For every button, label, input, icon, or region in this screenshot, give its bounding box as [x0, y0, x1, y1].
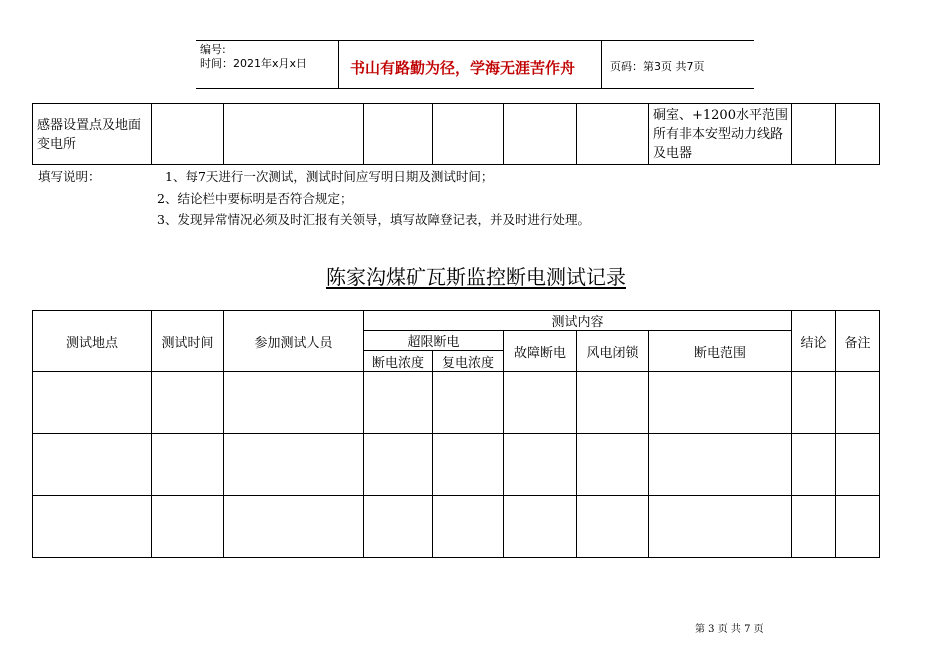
note-item-2: 2、结论栏中要标明是否符合规定；: [157, 191, 353, 206]
empty-cell: [504, 434, 577, 496]
header-top-border: [196, 40, 754, 41]
header-divider-2: [601, 40, 602, 88]
empty-cell: [364, 496, 433, 558]
motto: 书山有路勤为径，学海无涯苦作舟: [350, 59, 576, 77]
document-title: 陈家沟煤矿瓦斯监控断电测试记录: [326, 265, 626, 289]
empty-cell: [577, 372, 649, 434]
empty-cell: [152, 104, 224, 165]
header-over-limit: 超限断电: [364, 331, 504, 351]
empty-cell: [792, 434, 836, 496]
header-participants: 参加测试人员: [224, 311, 364, 372]
empty-cell: [649, 372, 792, 434]
header-bottom-border: [196, 88, 754, 89]
header-time: 测试时间: [152, 311, 224, 372]
empty-cell: [649, 496, 792, 558]
time-label: 时间：2021年x月x日: [200, 57, 308, 70]
location-text: 感器设置点及地面变电所: [37, 118, 142, 152]
empty-cell: [792, 372, 836, 434]
empty-cell: [649, 434, 792, 496]
header-restore-conc: 复电浓度: [433, 351, 504, 372]
top-partial-table: [32, 103, 880, 165]
header-conclusion: 结论: [792, 311, 836, 372]
header-remarks: 备注: [836, 311, 880, 372]
empty-cell: [504, 104, 577, 165]
empty-cell: [224, 104, 364, 165]
empty-cell: [792, 104, 836, 165]
table-row: [33, 104, 880, 165]
scope-cell: [649, 104, 792, 165]
empty-cell: [504, 496, 577, 558]
empty-cell: [836, 496, 880, 558]
header-divider-1: [338, 40, 339, 88]
empty-cell: [836, 434, 880, 496]
header-cut-conc: 断电浓度: [364, 351, 433, 372]
empty-cell: [433, 496, 504, 558]
scope-text: 硐室、+1200水平范围所有非本安型动力线路及电器: [653, 108, 788, 161]
empty-cell: [33, 434, 152, 496]
empty-cell: [433, 434, 504, 496]
header-fault-cut: 故障断电: [504, 331, 577, 372]
table-row: [33, 496, 880, 558]
empty-cell: [224, 372, 364, 434]
test-record-table: [32, 310, 880, 558]
empty-cell: [577, 104, 649, 165]
header-wind-lock: 风电闭锁: [577, 331, 649, 372]
empty-cell: [836, 104, 880, 165]
page-footer: 第 3 页 共 7 页: [695, 624, 764, 635]
empty-cell: [152, 372, 224, 434]
note-item-3: 3、发现异常情况必须及时汇报有关领导，填写故障登记表，并及时进行处理。: [157, 212, 590, 227]
location-cell: [33, 104, 152, 165]
table-row: [33, 372, 880, 434]
empty-cell: [577, 496, 649, 558]
empty-cell: [364, 104, 433, 165]
empty-cell: [433, 104, 504, 165]
note-item-1: 1、每7天进行一次测试，测试时间应写明日期及测试时间；: [165, 169, 494, 184]
empty-cell: [364, 434, 433, 496]
empty-cell: [152, 434, 224, 496]
empty-cell: [433, 372, 504, 434]
empty-cell: [577, 434, 649, 496]
empty-cell: [33, 496, 152, 558]
table-row: [33, 434, 880, 496]
empty-cell: [224, 496, 364, 558]
header-location: 测试地点: [33, 311, 152, 372]
serial-label: 编号:: [200, 43, 226, 56]
notes-label: 填写说明：: [38, 169, 101, 184]
page-info: 页码：第3页 共7页: [610, 60, 705, 73]
empty-cell: [792, 496, 836, 558]
empty-cell: [152, 496, 224, 558]
empty-cell: [504, 372, 577, 434]
empty-cell: [836, 372, 880, 434]
header-cut-range: 断电范围: [649, 331, 792, 372]
empty-cell: [33, 372, 152, 434]
empty-cell: [224, 434, 364, 496]
header-row-1: [33, 311, 880, 331]
empty-cell: [364, 372, 433, 434]
header-content: 测试内容: [364, 311, 792, 331]
